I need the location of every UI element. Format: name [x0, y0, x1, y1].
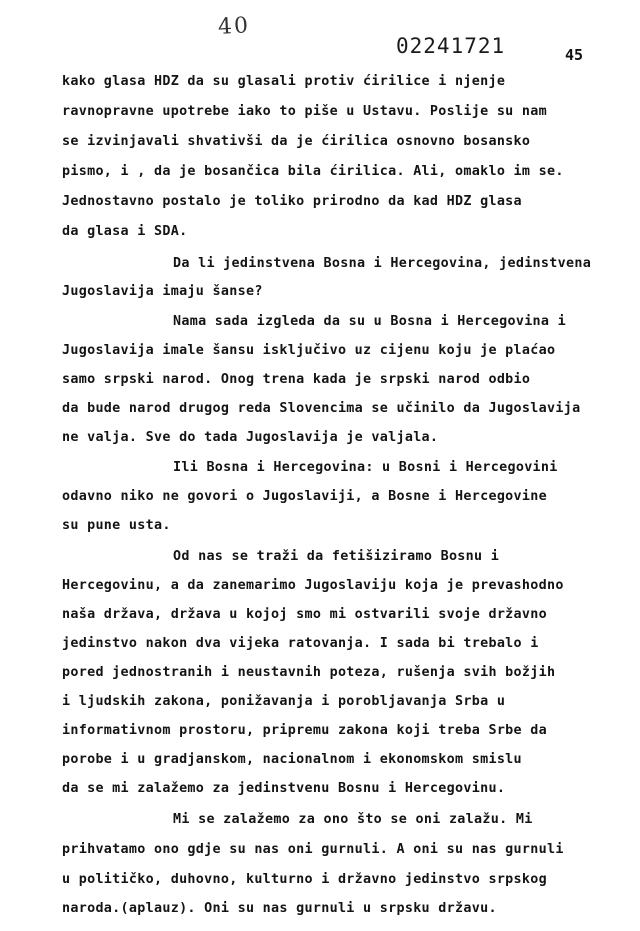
document-number: 02241721 [396, 34, 506, 58]
text-line: Jugoslavija imaju šanse? [62, 284, 263, 299]
text-line: da bude narod drugog reda Slovencima se učinilo da Jugoslavija [62, 401, 581, 416]
handwritten-number: 40 [217, 13, 251, 40]
text-line: u političko, duhovno, kulturno i državno jedinstvo srpskog [62, 872, 547, 887]
text-line: se izvinjavali shvativši da je ćirilica osnovno bosansko [62, 134, 531, 149]
text-line: Ili Bosna i Hercegovina: u Bosni i Hercegovini [173, 460, 558, 475]
text-line: su pune usta. [62, 518, 171, 533]
text-line: Jugoslavija imale šansu isključivo uz cijenu koju je plaćao [62, 343, 556, 358]
text-line: naroda.(aplauz). Oni su nas gurnuli u srpsku državu. [62, 901, 497, 916]
text-line: Da li jedinstvena Bosna i Hercegovina, jedinstvena [173, 256, 592, 271]
text-line: naša država, država u kojoj smo mi ostvarili svoje državno [62, 607, 547, 622]
text-line: Jednostavno postalo je toliko prirodno da kad HDZ glasa [62, 194, 522, 209]
text-line: Hercegovinu, a da zanemarimo Jugoslaviju koja je prevashodno [62, 578, 564, 593]
page-number: 45 [565, 46, 584, 64]
text-line: samo srpski narod. Onog trena kada je srpski narod odbio [62, 372, 531, 387]
text-line: da glasa i SDA. [62, 224, 188, 239]
text-line: Nama sada izgleda da su u Bosna i Hercegovina i [173, 314, 567, 329]
text-line: ne valja. Sve do tada Jugoslavija je valjala. [62, 430, 439, 445]
text-line: porobe i u gradjanskom, nacionalnom i ekonomskom smislu [62, 752, 522, 767]
text-line: pored jednostranih i neustavnih poteza, rušenja svih božjih [62, 665, 556, 680]
text-line: ravnopravne upotrebe iako to piše u Ustavu. Poslije su nam [62, 104, 547, 119]
text-line: odavno niko ne govori o Jugoslaviji, a Bosne i Hercegovine [62, 489, 547, 504]
text-line: Od nas se traži da fetišiziramo Bosnu i [173, 549, 500, 564]
text-line: kako glasa HDZ da su glasali protiv ćirilice i njenje [62, 74, 506, 89]
text-line: i ljudskih zakona, ponižavanja i porobljavanja Srba u [62, 694, 506, 709]
text-line: pismo, i , da je bosančica bila ćirilica. Ali, omaklo im se. [62, 164, 564, 179]
text-line: informativnom prostoru, pripremu zakona koji treba Srbe da [62, 723, 547, 738]
text-line: prihvatamo ono gdje su nas oni gurnuli. A oni su nas gurnuli [62, 842, 564, 857]
text-line: Mi se zalažemo za ono što se oni zalažu. Mi [173, 812, 533, 827]
text-line: da se mi zalažemo za jedinstvenu Bosnu i Hercegovinu. [62, 781, 506, 796]
text-line: jedinstvo nakon dva vijeka ratovanja. I sada bi trebalo i [62, 636, 539, 651]
